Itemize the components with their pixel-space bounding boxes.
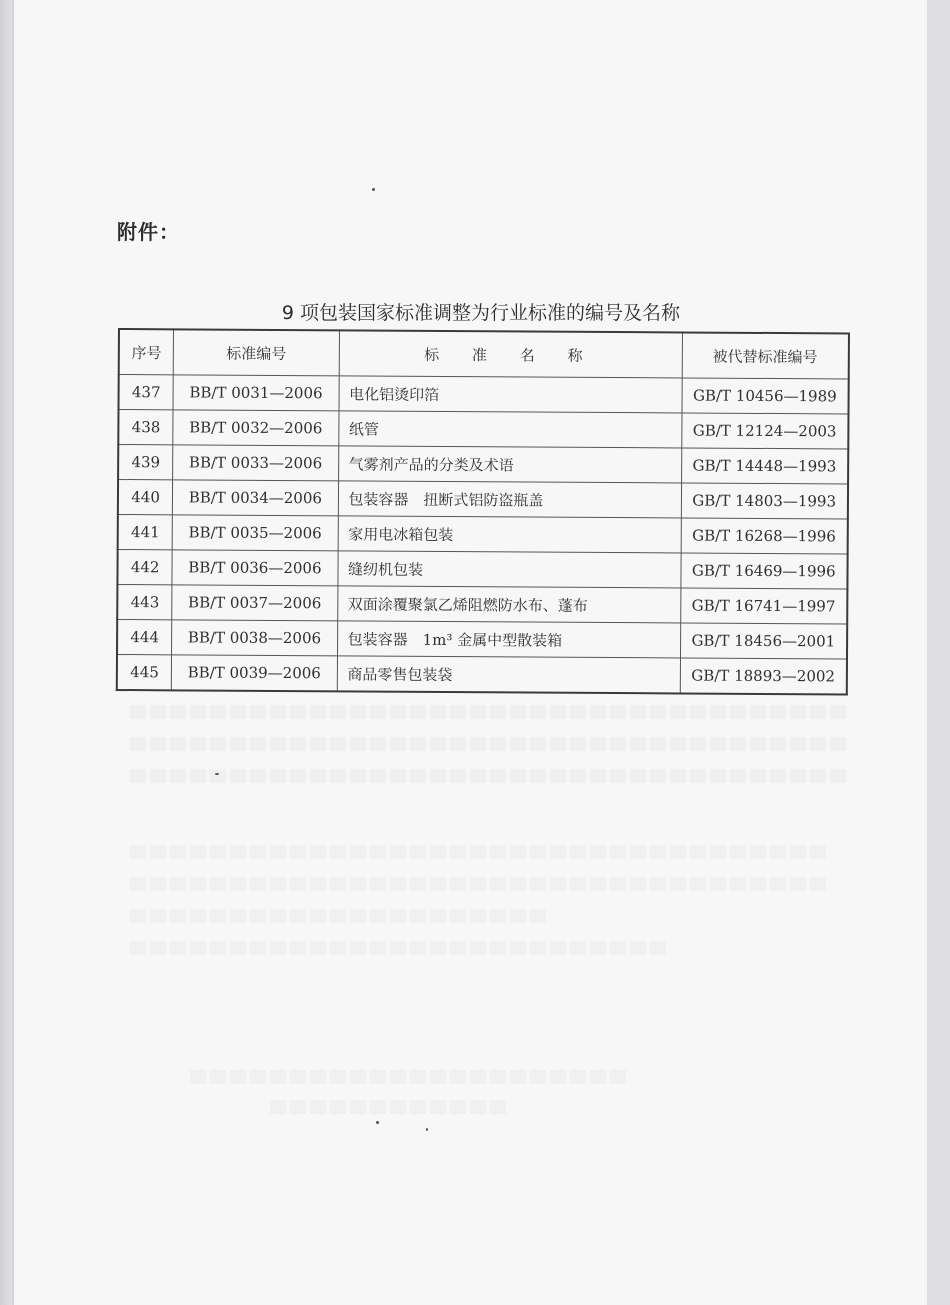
header-name: 标 准 名 称 (339, 330, 682, 378)
table-row (117, 620, 847, 659)
cell-code: BB/T 0037—2006 (172, 585, 337, 621)
table-row (117, 585, 847, 624)
cell-replaced: GB/T 16741—1997 (680, 588, 847, 624)
cell-seq: 438 (118, 410, 173, 445)
attachment-label: 附件： (117, 220, 180, 244)
cell-code: BB/T 0036—2006 (172, 550, 337, 586)
cell-code: BB/T 0038—2006 (172, 620, 337, 656)
cell-code: BB/T 0035—2006 (172, 515, 337, 551)
cell-code: BB/T 0031—2006 (173, 375, 338, 411)
cell-replaced: GB/T 10456—1989 (681, 378, 848, 414)
cell-replaced: GB/T 14803—1993 (681, 483, 848, 519)
show-through-line (190, 1070, 630, 1084)
page-right-edge (927, 0, 950, 1305)
cell-seq: 437 (119, 375, 174, 410)
show-through-line (130, 845, 830, 859)
cell-name: 双面涂覆聚氯乙烯阻燃防水布、蓬布 (337, 586, 680, 623)
scan-speck (372, 188, 375, 191)
cell-name: 气雾剂产品的分类及术语 (338, 446, 681, 483)
table-row (118, 445, 848, 484)
show-through-line (270, 1100, 510, 1114)
cell-name: 缝纫机包装 (337, 551, 680, 588)
table-title: 9 项包装国家标准调整为行业标准的编号及名称 (281, 302, 681, 324)
cell-code: BB/T 0033—2006 (173, 445, 338, 481)
table-row (118, 410, 848, 449)
cell-name: 包装容器 1m³ 金属中型散装箱 (337, 621, 680, 658)
show-through-line (130, 941, 670, 955)
cell-seq: 444 (117, 620, 172, 655)
table-row (117, 655, 847, 695)
cell-code: BB/T 0034—2006 (173, 480, 338, 516)
scan-speck (426, 1128, 428, 1131)
show-through-line (130, 909, 550, 923)
scan-speck (376, 1121, 379, 1124)
standards-table (116, 328, 850, 695)
cell-name: 电化铝烫印箔 (338, 376, 681, 413)
cell-code: BB/T 0032—2006 (173, 410, 338, 446)
cell-replaced: GB/T 18456—2001 (680, 623, 847, 659)
show-through-line (130, 769, 850, 783)
table-header-row (119, 329, 849, 379)
scan-speck (215, 773, 219, 775)
show-through-line (130, 877, 830, 891)
header-replaced: 被代替标准编号 (682, 332, 849, 379)
cell-replaced: GB/T 16268—1996 (681, 518, 848, 554)
cell-seq: 442 (117, 550, 172, 585)
cell-name: 家用电冰箱包装 (338, 516, 681, 553)
cell-seq: 440 (118, 480, 173, 515)
cell-replaced: GB/T 12124—2003 (681, 413, 848, 449)
table-row (118, 515, 848, 554)
cell-name: 纸管 (338, 411, 681, 448)
table-row (119, 375, 849, 414)
show-through-line (130, 737, 850, 751)
cell-seq: 443 (117, 585, 172, 620)
show-through-line (130, 705, 850, 719)
page-left-edge (0, 0, 12, 1305)
header-code: 标准编号 (173, 329, 339, 376)
header-seq: 序号 (119, 329, 174, 375)
cell-replaced: GB/T 18893—2002 (680, 658, 847, 695)
table-row (118, 480, 848, 519)
cell-seq: 445 (117, 655, 172, 691)
cell-name: 商品零售包装袋 (337, 656, 680, 694)
cell-name: 包装容器 扭断式铝防盗瓶盖 (338, 481, 681, 518)
cell-replaced: GB/T 16469—1996 (680, 553, 847, 589)
cell-code: BB/T 0039—2006 (172, 655, 337, 692)
cell-replaced: GB/T 14448—1993 (681, 448, 848, 484)
table-row (117, 550, 847, 589)
cell-seq: 439 (118, 445, 173, 480)
cell-seq: 441 (118, 515, 173, 550)
